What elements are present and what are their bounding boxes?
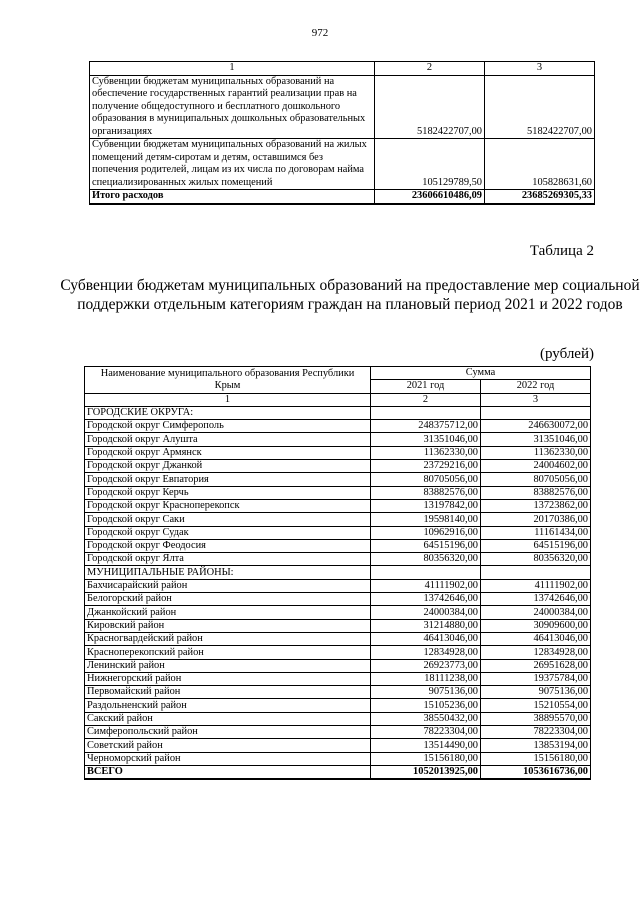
- row-name: Городской округ Евпатория: [85, 473, 371, 486]
- row-value-2021: 24000384,00: [371, 606, 481, 619]
- row-name: Городской округ Симферополь: [85, 420, 371, 433]
- row-name: Симферопольский район: [85, 726, 371, 739]
- row-value-2022: 5182422707,00: [485, 75, 595, 139]
- total-label: Итого расходов: [90, 190, 375, 204]
- table-row: [85, 672, 591, 685]
- row-name: Городской округ Алушта: [85, 433, 371, 446]
- table-row: [85, 632, 591, 645]
- table-row: [85, 712, 591, 725]
- table-row: [85, 420, 591, 433]
- row-value-2021: 9075136,00: [371, 686, 481, 699]
- table-row: [85, 579, 591, 592]
- table-row: [85, 686, 591, 699]
- row-value-2021: 78223304,00: [371, 726, 481, 739]
- total-value-2022: 23685269305,33: [485, 190, 595, 204]
- row-value-2022: 11161434,00: [481, 526, 591, 539]
- row-value-2022: 11362330,00: [481, 446, 591, 459]
- table-row: [85, 473, 591, 486]
- row-name: ВСЕГО: [85, 765, 371, 779]
- table-row: [85, 606, 591, 619]
- row-name: Городской округ Джанкой: [85, 460, 371, 473]
- row-value-2021: 18111238,00: [371, 672, 481, 685]
- table-row: [85, 499, 591, 512]
- row-value-2021: 15156180,00: [371, 752, 481, 765]
- row-value-2021: 10962916,00: [371, 526, 481, 539]
- column-header-year-2021: 2021 год: [371, 380, 481, 393]
- row-name: Городской округ Саки: [85, 513, 371, 526]
- row-name: Городской округ Керчь: [85, 486, 371, 499]
- row-value-2022: 24000384,00: [481, 606, 591, 619]
- table-row: [90, 75, 595, 139]
- row-value-2022: 13742646,00: [481, 593, 591, 606]
- row-name: Городской округ Судак: [85, 526, 371, 539]
- row-value-2022: 26951628,00: [481, 659, 591, 672]
- row-value-2022: 31351046,00: [481, 433, 591, 446]
- row-value-2021: 83882576,00: [371, 486, 481, 499]
- table-row: [85, 486, 591, 499]
- table-row: [90, 139, 595, 190]
- row-value-2022: 80705056,00: [481, 473, 591, 486]
- table-row: [85, 513, 591, 526]
- column-number-1: 1: [85, 393, 371, 406]
- table-row: [85, 460, 591, 473]
- row-name: Советский район: [85, 739, 371, 752]
- row-name: Ленинский район: [85, 659, 371, 672]
- row-value-2022: 78223304,00: [481, 726, 591, 739]
- row-value-2022: 80356320,00: [481, 553, 591, 566]
- row-value-2021: 19598140,00: [371, 513, 481, 526]
- table-row: [85, 593, 591, 606]
- row-value-2022: 30909600,00: [481, 619, 591, 632]
- empty-cell: [481, 406, 591, 419]
- table-title: Субвенции бюджетам муниципальных образований на предоставление мер социальной поддержки отдельным категориям граждан на плановый период 2021 и 2022 годов: [60, 277, 640, 313]
- row-value-2022: 15210554,00: [481, 699, 591, 712]
- table-header-row: [90, 62, 595, 76]
- row-name: Нижнегорский район: [85, 672, 371, 685]
- row-value-2021: 15105236,00: [371, 699, 481, 712]
- column-number-row: [85, 393, 591, 406]
- row-value-2021: 13514490,00: [371, 739, 481, 752]
- table-header-row: [85, 367, 591, 380]
- unit-label: (рублей): [539, 346, 594, 362]
- row-value-2022: 13723862,00: [481, 499, 591, 512]
- row-value-2021: 31351046,00: [371, 433, 481, 446]
- subventions-table: [84, 366, 591, 780]
- row-value-2022: 13853194,00: [481, 739, 591, 752]
- row-value-2022: 1053616736,00: [481, 765, 591, 779]
- empty-cell: [481, 566, 591, 579]
- column-number-3: 3: [481, 393, 591, 406]
- section-heading: МУНИЦИПАЛЬНЫЕ РАЙОНЫ:: [85, 566, 371, 579]
- row-name: Сакский район: [85, 712, 371, 725]
- table-row: [85, 646, 591, 659]
- row-value-2022: 19375784,00: [481, 672, 591, 685]
- expenses-table-continued: [89, 61, 595, 205]
- page-number: 972: [311, 27, 329, 39]
- row-value-2021: 31214880,00: [371, 619, 481, 632]
- row-value-2022: 105828631,60: [485, 139, 595, 190]
- total-row: [90, 190, 595, 204]
- table-row: [85, 446, 591, 459]
- table-row: [85, 752, 591, 765]
- row-value-2022: 15156180,00: [481, 752, 591, 765]
- row-name: Красногвардейский район: [85, 632, 371, 645]
- row-name: Красноперекопский район: [85, 646, 371, 659]
- row-value-2022: 64515196,00: [481, 539, 591, 552]
- row-value-2022: 38895570,00: [481, 712, 591, 725]
- row-value-2021: 80356320,00: [371, 553, 481, 566]
- table-body: [85, 406, 591, 779]
- row-value-2021: 12834928,00: [371, 646, 481, 659]
- row-name: Субвенции бюджетам муниципальных образований на жилых помещений детям-сиротам и детям, оставшимся без попечения родителей, лицам из их числа по договорам найма специализированных жилых помещений: [90, 139, 375, 190]
- table-row: [85, 526, 591, 539]
- empty-cell: [371, 406, 481, 419]
- row-value-2021: 11362330,00: [371, 446, 481, 459]
- row-value-2022: 41111902,00: [481, 579, 591, 592]
- row-name: Джанкойский район: [85, 606, 371, 619]
- column-header-year-2022: 2022 год: [481, 380, 591, 393]
- row-value-2022: 9075136,00: [481, 686, 591, 699]
- column-number-1: 1: [90, 62, 375, 76]
- row-value-2022: 20170386,00: [481, 513, 591, 526]
- row-value-2021: 1052013925,00: [371, 765, 481, 779]
- row-value-2021: 38550432,00: [371, 712, 481, 725]
- row-name: Городской округ Красноперекопск: [85, 499, 371, 512]
- row-value-2022: 24004602,00: [481, 460, 591, 473]
- total-row: [85, 765, 591, 779]
- row-name: Бахчисарайский район: [85, 579, 371, 592]
- total-value-2021: 23606610486,09: [375, 190, 485, 204]
- table-row: [85, 739, 591, 752]
- column-number-2: 2: [375, 62, 485, 76]
- column-header-sum: Сумма: [371, 367, 591, 380]
- section-row: [85, 566, 591, 579]
- row-name: Городской округ Феодосия: [85, 539, 371, 552]
- table-row: [85, 726, 591, 739]
- row-value-2021: 80705056,00: [371, 473, 481, 486]
- row-value-2022: 12834928,00: [481, 646, 591, 659]
- table-row: [85, 619, 591, 632]
- row-value-2021: 41111902,00: [371, 579, 481, 592]
- row-name: Первомайский район: [85, 686, 371, 699]
- row-value-2022: 246630072,00: [481, 420, 591, 433]
- row-name: Белогорский район: [85, 593, 371, 606]
- column-number-2: 2: [371, 393, 481, 406]
- row-name: Черноморский район: [85, 752, 371, 765]
- row-value-2021: 105129789,50: [375, 139, 485, 190]
- row-name: Раздольненский район: [85, 699, 371, 712]
- section-row: [85, 406, 591, 419]
- row-name: Городской округ Ялта: [85, 553, 371, 566]
- column-header-name: Наименование муниципального образования Республики Крым: [85, 367, 371, 394]
- row-value-2021: 248375712,00: [371, 420, 481, 433]
- section-heading: ГОРОДСКИЕ ОКРУГА:: [85, 406, 371, 419]
- row-name: Городской округ Армянск: [85, 446, 371, 459]
- column-number-3: 3: [485, 62, 595, 76]
- table-row: [85, 539, 591, 552]
- row-value-2021: 5182422707,00: [375, 75, 485, 139]
- row-value-2021: 13742646,00: [371, 593, 481, 606]
- row-name: Кировский район: [85, 619, 371, 632]
- row-value-2021: 23729216,00: [371, 460, 481, 473]
- table-row: [85, 699, 591, 712]
- row-name: Субвенции бюджетам муниципальных образований на обеспечение государственных гарантий реализации прав на получение общедоступного и бесплатного дошкольного образования в муниципальных дошкольных образовательных организациях: [90, 75, 375, 139]
- table-row: [85, 433, 591, 446]
- row-value-2022: 83882576,00: [481, 486, 591, 499]
- row-value-2021: 13197842,00: [371, 499, 481, 512]
- table-row: [85, 553, 591, 566]
- table-label: Таблица 2: [529, 243, 594, 259]
- table-row: [85, 659, 591, 672]
- row-value-2021: 64515196,00: [371, 539, 481, 552]
- row-value-2022: 46413046,00: [481, 632, 591, 645]
- row-value-2021: 46413046,00: [371, 632, 481, 645]
- row-value-2021: 26923773,00: [371, 659, 481, 672]
- empty-cell: [371, 566, 481, 579]
